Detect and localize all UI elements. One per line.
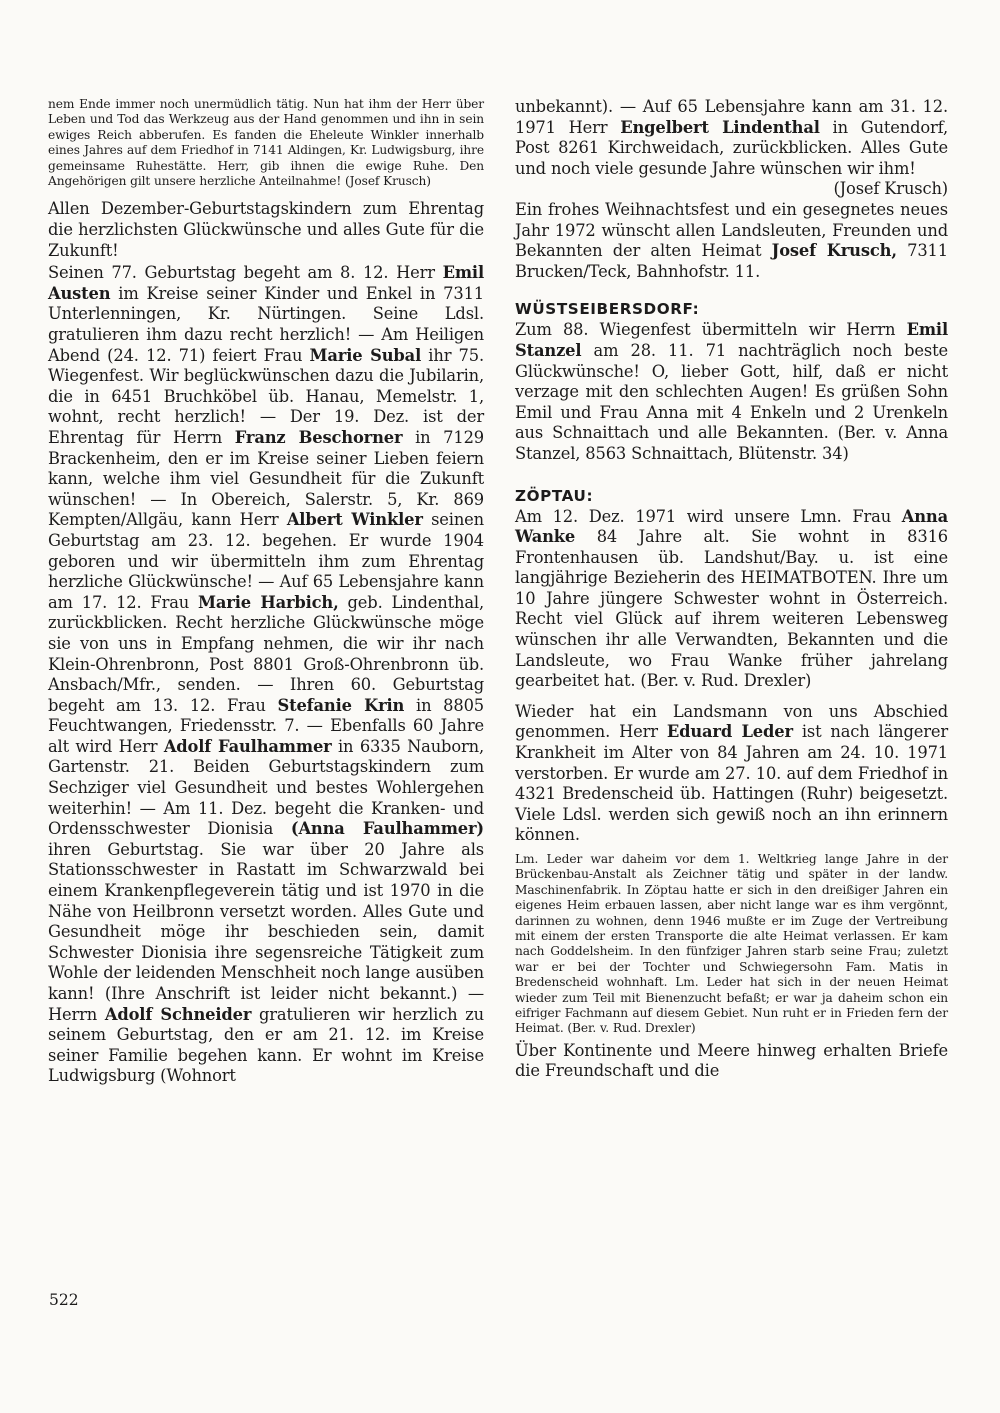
text-segment: 7311 Brucken/Teck, Bahnhofstr. 11. xyxy=(515,241,948,281)
person-name: Engelbert Lindenthal xyxy=(620,117,820,137)
text-segment: gratulieren wir herzlich zu seinem Geburtstag, den er am 21. 12. im Kreise seiner Familie begehen kann. Er wohnt im Kreise Ludwigsburg (Wohnort xyxy=(48,1004,484,1086)
person-name: Stefanie Krin xyxy=(277,695,405,715)
text-segment: in Gutendorf, Post 8261 Kirchweidach, zurückblicken. Alles Gute und noch viele gesunde Jahre wünschen wir ihm! xyxy=(515,117,948,178)
text-segment: am 28. 11. 71 nachträglich noch beste Glückwünsche! O, lieber Gott, hilf, daß er nicht verzage mit den schlechten Augen! Es grüßen Sohn Emil und Frau Anna mit 4 Enkeln und 2 Urenkeln aus Schnaittach und alle Bekannten. (Ber. v. Anna Stanzel, 8563 Schnaittach, Blütenstr. 34) xyxy=(515,340,948,463)
closing-paragraph: Über Kontinente und Meere hinweg erhalten Briefe die Freundschaft und die xyxy=(515,1040,948,1081)
text-segment: seinen Geburtstag am 23. 12. begehen. Er wurde 1904 geboren und wir übermitteln ihm zum Ehrentag herzliche Glückwünsche! — Auf 65 Lebensjahre kann am 17. 12. Frau xyxy=(48,510,484,612)
birthday-announcements xyxy=(48,263,484,1087)
person-name: Anna Wanke xyxy=(515,506,948,547)
person-name: Josef Krusch, xyxy=(771,241,897,261)
text-segment: ist nach längerer Krankheit im Alter von 84 Jahren am 24. 10. 1971 verstorben. Er wurde am 27. 10. auf dem Friedhof in 4321 Bredenscheid üb. Hattingen (Ruhr) beigesetzt. Viele Ldsl. werden sich gewiß noch an ihn erinnern können. xyxy=(515,722,948,845)
text-segment: Wieder hat ein Landsmann von uns Abschied genommen. Herr xyxy=(515,701,948,742)
text-segment: unbekannt). — Auf 65 Lebensjahre kann am 31. 12. 1971 Herr xyxy=(515,97,948,137)
christmas-greeting xyxy=(515,200,948,282)
section-heading-zoeptau: ZÖPTAU: xyxy=(515,486,594,505)
person-name: (Anna Faulhammer) xyxy=(290,819,484,839)
right-column xyxy=(515,97,948,1082)
person-name: Eduard Leder xyxy=(666,722,793,742)
zoeptau-news xyxy=(515,507,948,692)
obituary-note-leder: Lm. Leder war daheim vor dem 1. Weltkrieg lange Jahre in der Brückenbau-Anstalt als Zeichner tätig und später in der landw. Maschinenfabrik. In Zöptau hatte er sich in den dreißiger Jahren ein eigenes Heim erbauen lassen, aber nicht lange war es ihm vergönnt, darinnen zu wohnen, denn 1946 mußte er im Zuge der Vertreibung mit einem der ersten Transporte die alte Heimat verlassen. Er kam nach Goddelsheim. In den fünfziger Jahren starb seine Frau; zuletzt war er bei der Tochter und Schwiegersohn Fam. Matis in Bredenscheid wohnhaft. Lm. Leder hat sich in der neuen Heimat wieder zum Teil mit Bienenzucht befaßt; er war ja daheim schon ein eifriger Fachmann auf diesem Gebiet. Nun ruht er in Frieden fern der Heimat. (Ber. v. Rud. Drexler) xyxy=(515,852,948,1036)
person-name: Emil Stanzel xyxy=(515,320,948,360)
text-segment: Am 12. Dez. 1971 wird unsere Lmn. Frau xyxy=(515,506,902,526)
text-segment: Seinen 77. Geburtstag begeht am 8. 12. Herr xyxy=(48,263,443,283)
text-segment: im Kreise seiner Kinder und Enkel in 7311 Unterlenningen, Kr. Nürtingen. Seine Ldsl. gratulieren ihm dazu recht herzlich! — Am Heiligen Abend (24. 12. 71) feiert Frau xyxy=(48,283,484,365)
december-greeting: Allen Dezember-Geburtstagskindern zum Ehrentag die herzlichsten Glückwünsche und alles Gute für die Zukunft! xyxy=(48,199,484,260)
page-number: 522 xyxy=(49,1291,79,1309)
text-segment: geb. Lindenthal, zurückblicken. Recht herzliche Glückwünsche möge sie von uns in Empfang nehmen, die wir ihr nach Klein-Ohrenbronn, Post 8801 Groß-Ohrenbronn üb. Ansbach/Mfr., senden. — Ihren 60. Geburtstag begeht am 13. 12. Frau xyxy=(48,592,485,715)
text-segment: in 8805 Feuchtwangen, Friedensstr. 7. — Ebenfalls 60 Jahre alt wird Herr xyxy=(48,695,485,756)
person-name: Emil Austen xyxy=(48,263,484,303)
person-name: Albert Winkler xyxy=(286,510,423,530)
signature-krusch: (Josef Krusch) xyxy=(833,179,948,199)
left-column xyxy=(48,97,484,1087)
birthday-continuation xyxy=(515,97,948,179)
obituary-note-winkler: nem Ende immer noch unermüdlich tätig. Nun hat ihm der Herr über Leben und Tod das Werkzeug aus der Hand genommen und ihn in sein ewiges Reich abberufen. Es fanden die Eheleute Winkler innerhalb eines Jahres auf dem Friedhof in 7141 Aldingen, Kr. Ludwigsburg, ihre gemeinsame Ruhestätte. Herr, gib ihnen die ewige Ruhe. Den Angehörigen gilt unsere herzliche Anteilnahme! (Josef Krusch) xyxy=(48,97,484,189)
person-name: Marie Subal xyxy=(309,345,422,365)
section-heading-wuestseibersdorf: WÜSTSEIBERSDORF: xyxy=(515,300,700,319)
text-segment: Zum 88. Wiegenfest übermitteln wir Herrn xyxy=(515,320,907,340)
text-segment: 84 Jahre alt. Sie wohnt in 8316 Frontenhausen üb. Landshut/Bay. u. ist eine langjährige Bezieherin des HEIMATBOTEN. Ihre um 10 Jahre jüngere Schwester wohnt in Österreich. Recht viel Glück auf ihrem weiteren Lebensweg wünschen ihr alle Verwandten, Bekannten und die Landsleute, wo Frau Wanke früher jahrelang gearbeitet hat. (Ber. v. Rud. Drexler) xyxy=(515,527,948,691)
person-name: Franz Beschorner xyxy=(234,427,403,447)
obituary-leder xyxy=(515,702,948,846)
person-name: Adolf Faulhammer xyxy=(163,736,332,756)
text-segment: ihren Geburtstag. Sie war über 20 Jahre als Stationsschwester in Rastatt im Schwarzwald bei einem Krankenpflegeverein tätig und ist 1970 in die Nähe von Heilbronn versetzt worden. Alles Gute und Gesundheit möge ihr beschieden sein, damit Schwester Dionisia ihre segensreiche Tätigkeit zum Wohle der leidenden Menschheit noch lange ausüben kann! (Ihre Anschrift ist leider nicht bekannt.) — Herrn xyxy=(48,839,484,1024)
wuestseibersdorf-news xyxy=(515,320,948,464)
person-name: Marie Harbich, xyxy=(198,592,339,612)
text-segment: Ein frohes Weihnachtsfest und ein gesegnetes neues Jahr 1972 wünscht allen Landsleuten, Freunden und Bekannten der alten Heimat xyxy=(515,199,948,261)
text-segment: in 6335 Nauborn, Gartenstr. 21. Beiden Geburtstagskindern zum Sechziger viel Gesundheit und bestes Wohlergehen weiterhin! — Am 11. Dez. begeht die Kranken- und Ordensschwester Dionisia xyxy=(48,736,484,839)
text-segment: ihr 75. Wiegenfest. Wir beglückwünschen dazu die Jubilarin, die in 6451 Bruchköbel üb. Hanau, Memelstr. 1, wohnt, recht herzlich! — Der 19. Dez. ist der Ehrentag für Herrn xyxy=(48,345,484,447)
text-segment: in 7129 Brackenheim, den er im Kreise seiner Lieben feiern kann, welche ihm viel Gesundheit für die Zukunft wünschen! — In Obereich, Salerstr. 5, Kr. 869 Kempten/Allgäu, kann Herr xyxy=(48,427,485,530)
person-name: Adolf Schneider xyxy=(104,1004,252,1024)
